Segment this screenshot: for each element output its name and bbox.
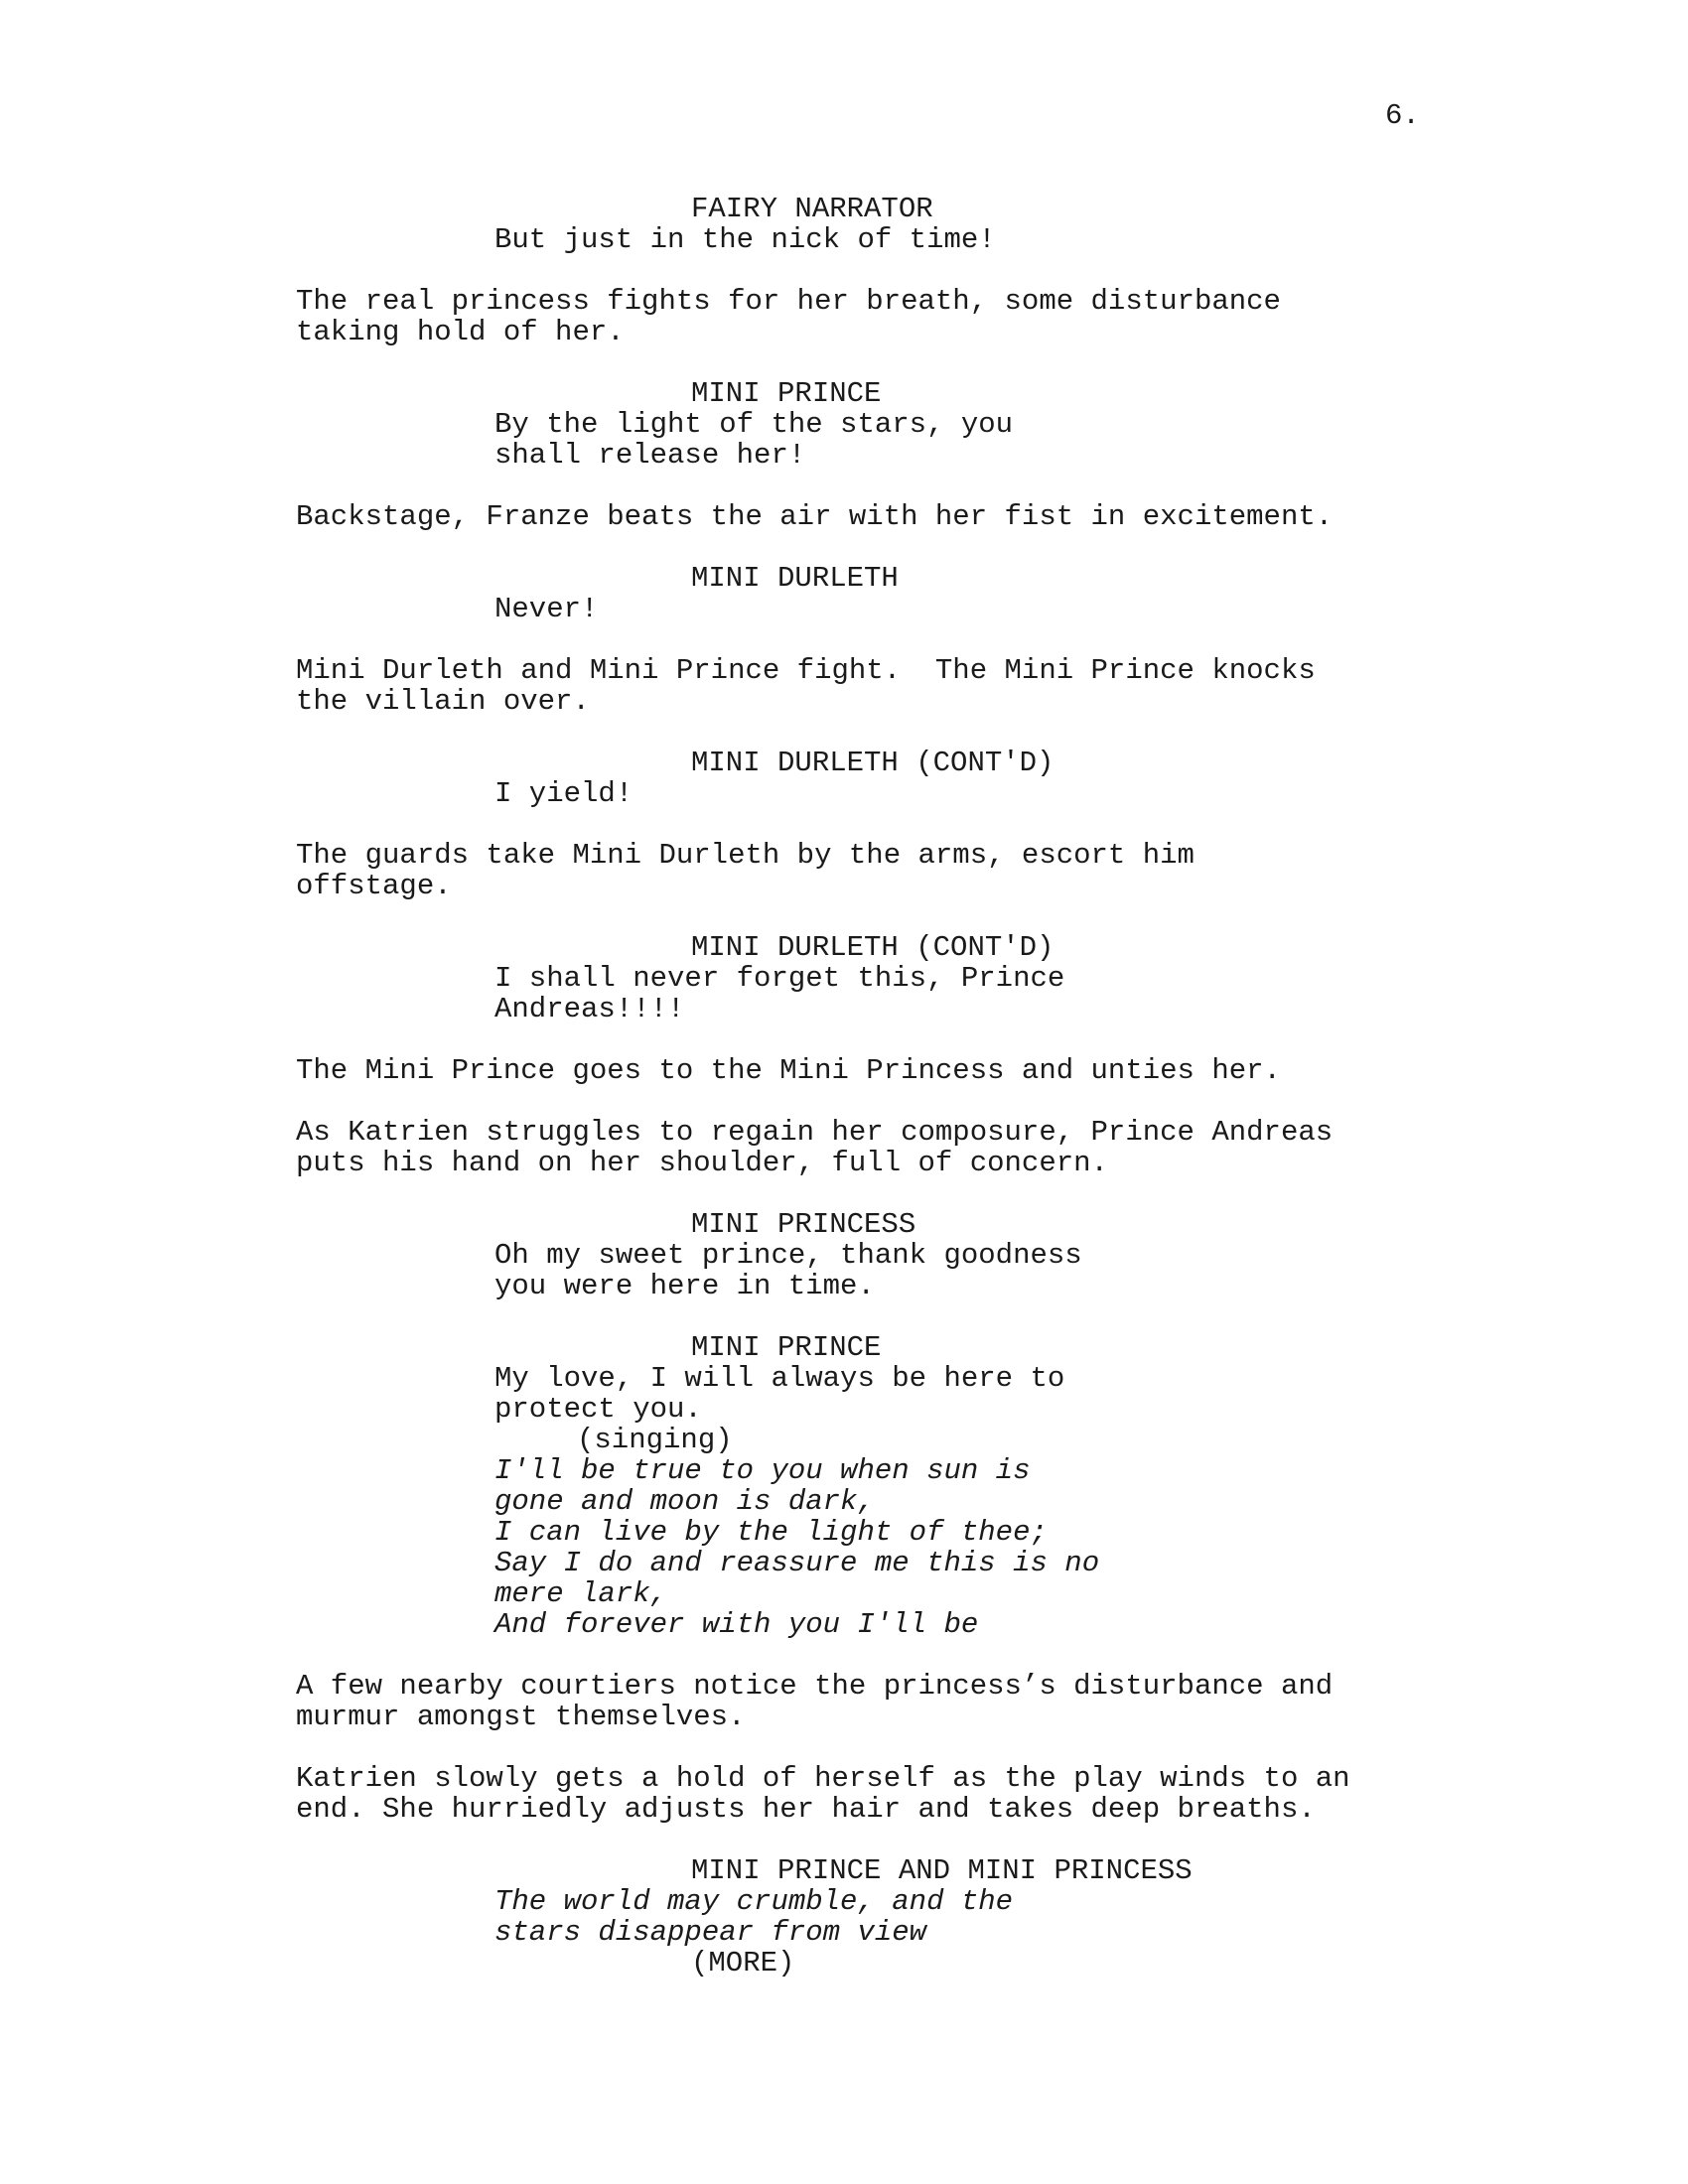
- action-line: taking hold of her.: [296, 316, 625, 348]
- dialogue-block: [296, 224, 1487, 255]
- action-line: murmur amongst themselves.: [296, 1701, 746, 1733]
- blank-line: [296, 1732, 1487, 1763]
- character-line: MINI PRINCESS: [691, 1208, 916, 1241]
- action-line: A few nearby courtiers notice the princess’s disturbance and: [296, 1670, 1334, 1703]
- character-line: MINI PRINCE AND MINI PRINCESS: [691, 1854, 1193, 1887]
- dialogue-block: [296, 963, 1487, 1024]
- action-block: [296, 501, 1487, 532]
- dialogue-block: [296, 1886, 1487, 1948]
- action-block: [296, 655, 1487, 717]
- blank-line: [296, 717, 1487, 748]
- action-line: end. She hurriedly adjusts her hair and takes deep breaths.: [296, 1793, 1316, 1826]
- dialogue-line: Oh my sweet prince, thank goodness: [494, 1239, 1082, 1272]
- character-block: [296, 1855, 1487, 1886]
- character-block: [296, 1209, 1487, 1240]
- action-block: [296, 1671, 1487, 1732]
- blank-line: [296, 471, 1487, 501]
- action-line: Backstage, Franze beats the air with her fist in excitement.: [296, 500, 1334, 533]
- action-line: the villain over.: [296, 685, 590, 718]
- action-block: [296, 1763, 1487, 1825]
- action-line: Mini Durleth and Mini Prince fight. The Mini Prince knocks: [296, 654, 1316, 687]
- page-number: 6.: [1385, 99, 1420, 132]
- character-block: [296, 194, 1487, 224]
- dialogue-line: shall release her!: [494, 439, 806, 472]
- dialogue-line: I yield!: [494, 777, 633, 810]
- dialogue-line: gone and moon is dark,: [494, 1485, 875, 1518]
- dialogue-line: The world may crumble, and the: [494, 1885, 1014, 1918]
- dialogue-block: [296, 409, 1487, 471]
- blank-line: [296, 1301, 1487, 1332]
- blank-line: [296, 1086, 1487, 1117]
- more-block: [296, 1948, 1487, 1979]
- dialogue-line: By the light of the stars, you: [494, 408, 1014, 441]
- action-line: The Mini Prince goes to the Mini Princess and unties her.: [296, 1054, 1281, 1087]
- dialogue-line: My love, I will always be here to: [494, 1362, 1065, 1395]
- dialogue-line: I'll be true to you when sun is: [494, 1454, 1031, 1487]
- blank-line: [296, 809, 1487, 840]
- script-body: [296, 194, 1487, 1979]
- blank-line: [296, 1825, 1487, 1855]
- action-block: [296, 840, 1487, 901]
- character-block: [296, 1332, 1487, 1363]
- dialogue-line: But just in the nick of time!: [494, 223, 996, 256]
- more-line: (MORE): [691, 1947, 795, 1979]
- character-block: [296, 748, 1487, 778]
- blank-line: [296, 1024, 1487, 1055]
- character-block: [296, 932, 1487, 963]
- parenthetical-block: [296, 1425, 1487, 1455]
- character-block: [296, 563, 1487, 594]
- dialogue-line: Never!: [494, 593, 599, 625]
- dialogue-block: [296, 1240, 1487, 1301]
- dialogue-line: Andreas!!!!: [494, 993, 685, 1025]
- character-line: MINI DURLETH (CONT'D): [691, 931, 1055, 964]
- character-block: [296, 378, 1487, 409]
- dialogue-line: Say I do and reassure me this is no: [494, 1547, 1100, 1579]
- action-line: The real princess fights for her breath, some disturbance: [296, 285, 1281, 318]
- dialogue-line: you were here in time.: [494, 1270, 875, 1302]
- action-block: [296, 286, 1487, 347]
- action-line: The guards take Mini Durleth by the arms, escort him: [296, 839, 1195, 872]
- dialogue-block: [296, 1455, 1487, 1640]
- dialogue-line: protect you.: [494, 1393, 702, 1426]
- dialogue-block: [296, 778, 1487, 809]
- blank-line: [296, 347, 1487, 378]
- action-line: As Katrien struggles to regain her composure, Prince Andreas: [296, 1116, 1334, 1149]
- action-block: [296, 1117, 1487, 1178]
- dialogue-block: [296, 1363, 1487, 1425]
- character-line: FAIRY NARRATOR: [691, 193, 933, 225]
- action-line: puts his hand on her shoulder, full of concern.: [296, 1147, 1108, 1179]
- character-line: MINI DURLETH (CONT'D): [691, 747, 1055, 779]
- dialogue-line: stars disappear from view: [494, 1916, 927, 1949]
- blank-line: [296, 255, 1487, 286]
- action-line: offstage.: [296, 870, 452, 902]
- blank-line: [296, 1178, 1487, 1209]
- dialogue-block: [296, 594, 1487, 624]
- action-line: Katrien slowly gets a hold of herself as the play winds to an: [296, 1762, 1350, 1795]
- blank-line: [296, 532, 1487, 563]
- action-block: [296, 1055, 1487, 1086]
- character-line: MINI DURLETH: [691, 562, 899, 595]
- blank-line: [296, 1640, 1487, 1671]
- character-line: MINI PRINCE: [691, 1331, 882, 1364]
- blank-line: [296, 901, 1487, 932]
- dialogue-line: I shall never forget this, Prince: [494, 962, 1065, 995]
- dialogue-line: And forever with you I'll be: [494, 1608, 979, 1641]
- parenthetical-line: (singing): [577, 1424, 733, 1456]
- dialogue-line: I can live by the light of thee;: [494, 1516, 1048, 1549]
- dialogue-line: mere lark,: [494, 1577, 668, 1610]
- blank-line: [296, 624, 1487, 655]
- character-line: MINI PRINCE: [691, 377, 882, 410]
